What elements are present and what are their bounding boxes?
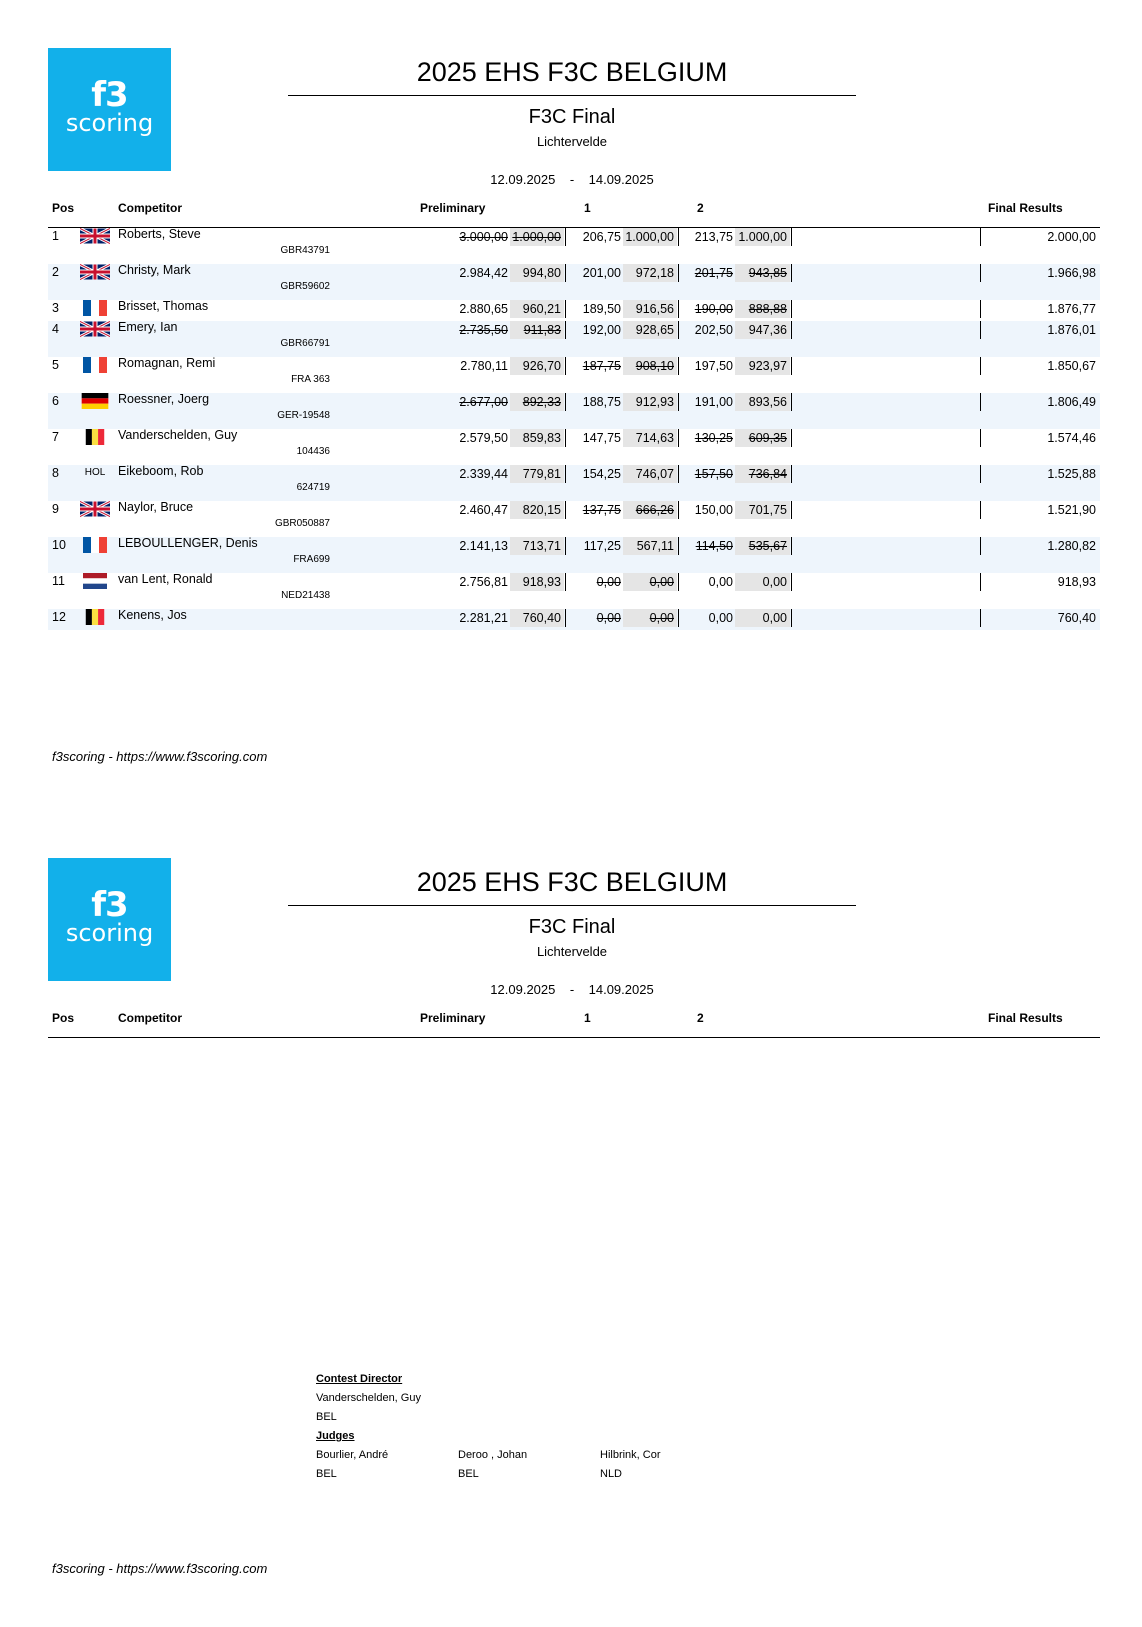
column-separator (791, 357, 792, 375)
position-value: 5 (52, 358, 59, 372)
event-dates (288, 981, 856, 999)
table-row (48, 357, 1100, 393)
license-number: FRA699 (293, 554, 330, 565)
competitor-name: Roberts, Steve (118, 227, 201, 241)
table-row (48, 609, 1100, 630)
country-flag-icon (79, 536, 111, 554)
column-separator (980, 300, 981, 318)
competitor-name: Brisset, Thomas (118, 299, 209, 313)
round1-normalized-score: 567,11 (623, 537, 677, 555)
position-value: 3 (52, 301, 59, 315)
preliminary-normalized-score: 926,70 (510, 357, 564, 375)
final-result-score: 1.280,82 (1047, 539, 1096, 553)
round1-normalized-score: 908,10 (623, 357, 677, 375)
column-separator (980, 537, 981, 555)
date-separator: - (569, 172, 575, 187)
round1-normalized-score: 972,18 (623, 264, 677, 282)
column-separator (791, 264, 792, 282)
position-value: 9 (52, 502, 59, 516)
column-separator (678, 321, 679, 339)
position-value: 12 (52, 610, 66, 624)
contest-director-name: Vanderschelden, Guy (316, 1392, 421, 1404)
table-row (48, 537, 1100, 573)
column-separator (565, 537, 566, 555)
column-header-preliminary: Preliminary (420, 201, 486, 215)
round2-raw-score: 0,00 (708, 611, 733, 625)
column-separator (791, 393, 792, 411)
round1-normalized-score: 714,63 (623, 429, 677, 447)
preliminary-raw-score: 2.756,81 (459, 575, 508, 589)
column-separator (980, 609, 981, 627)
license-number: FRA 363 (291, 374, 330, 385)
table-row (48, 264, 1100, 300)
column-separator (980, 321, 981, 339)
round2-normalized-score: 609,35 (735, 429, 790, 447)
round1-normalized-score: 746,07 (623, 465, 677, 483)
preliminary-raw-score: 2.677,00 (459, 395, 508, 409)
column-separator (791, 465, 792, 483)
column-header-round-2: 2 (697, 201, 704, 215)
event-title: 2025 EHS F3C BELGIUM (416, 57, 728, 87)
round1-normalized-score: 0,00 (623, 609, 677, 627)
column-separator (678, 264, 679, 282)
competitor-name: Eikeboom, Rob (118, 464, 204, 478)
competitor-name: Roessner, Joerg (118, 392, 210, 406)
preliminary-raw-score: 2.984,42 (459, 266, 508, 280)
preliminary-normalized-score: 960,21 (510, 300, 564, 318)
column-separator (980, 393, 981, 411)
position-value: 6 (52, 394, 59, 408)
column-separator (791, 573, 792, 591)
column-separator (565, 264, 566, 282)
round2-raw-score: 197,50 (694, 359, 733, 373)
round2-raw-score: 191,00 (694, 395, 733, 409)
country-flag-icon (79, 320, 111, 338)
country-flag-icon (79, 392, 111, 410)
column-separator (565, 321, 566, 339)
round2-normalized-score: 535,67 (735, 537, 790, 555)
competitor-name: Kenens, Jos (118, 608, 187, 622)
event-dates (288, 171, 856, 189)
column-separator (980, 264, 981, 282)
header-divider (48, 1037, 1100, 1038)
column-separator (791, 501, 792, 519)
column-separator (678, 501, 679, 519)
table-row (48, 393, 1100, 429)
column-separator (678, 357, 679, 375)
final-result-score: 2.000,00 (1047, 230, 1096, 244)
preliminary-normalized-score: 994,80 (510, 264, 564, 282)
column-separator (678, 537, 679, 555)
round2-normalized-score: 736,84 (735, 465, 790, 483)
final-result-score: 1.966,98 (1047, 266, 1096, 280)
judge-country: NLD (600, 1468, 623, 1480)
table-row (48, 501, 1100, 537)
preliminary-raw-score: 2.339,44 (459, 467, 508, 481)
judge-country: BEL (458, 1468, 479, 1480)
preliminary-normalized-score: 911,83 (510, 321, 564, 339)
column-separator (565, 609, 566, 627)
country-flag-icon (79, 572, 111, 590)
license-number: GER-19548 (277, 410, 330, 421)
table-row (48, 573, 1100, 609)
position-value: 4 (52, 322, 59, 336)
column-header-round-1: 1 (584, 201, 591, 215)
preliminary-normalized-score: 918,93 (510, 573, 564, 591)
preliminary-raw-score: 2.780,11 (460, 359, 508, 373)
final-result-score: 1.574,46 (1047, 431, 1096, 445)
column-header-round-1: 1 (584, 1011, 591, 1025)
round2-normalized-score: 1.000,00 (735, 228, 790, 246)
position-value: 10 (52, 538, 66, 552)
contest-director-heading: Contest Director (316, 1373, 403, 1385)
round1-normalized-score: 916,56 (623, 300, 677, 318)
round1-normalized-score: 1.000,00 (623, 228, 677, 246)
column-separator (791, 228, 792, 246)
country-flag-icon (79, 356, 111, 374)
round1-raw-score: 147,75 (582, 431, 621, 445)
column-separator (678, 228, 679, 246)
column-separator (791, 300, 792, 318)
column-separator (565, 465, 566, 483)
license-number: GBR43791 (280, 245, 330, 256)
final-result-score: 1.876,01 (1047, 323, 1096, 337)
final-result-score: 1.521,90 (1047, 503, 1096, 517)
column-separator (980, 357, 981, 375)
country-flag-icon (79, 428, 111, 446)
preliminary-normalized-score: 859,83 (510, 429, 564, 447)
column-separator (678, 300, 679, 318)
column-separator (565, 228, 566, 246)
date-separator: - (569, 982, 575, 997)
competitor-name: Vanderschelden, Guy (118, 428, 238, 442)
table-row (48, 321, 1100, 357)
results-page-2 (0, 810, 1142, 1627)
preliminary-normalized-score: 1.000,00 (510, 228, 564, 246)
date-to: 14.09.2025 (588, 982, 654, 997)
preliminary-raw-score: 2.735,50 (459, 323, 508, 337)
round2-raw-score: 130,25 (694, 431, 733, 445)
date-from: 12.09.2025 (490, 172, 556, 187)
country-flag-icon (79, 299, 111, 317)
competitor-name: Emery, Ian (118, 320, 178, 334)
preliminary-normalized-score: 892,33 (510, 393, 564, 411)
column-header-competitor: Competitor (118, 1011, 182, 1025)
competitor-name: Romagnan, Remi (118, 356, 216, 370)
title-divider (288, 905, 856, 906)
round2-normalized-score: 923,97 (735, 357, 790, 375)
final-result-score: 1.806,49 (1047, 395, 1096, 409)
column-separator (565, 393, 566, 411)
final-result-score: 760,40 (1057, 611, 1096, 625)
logo-text-f3: f3 (91, 75, 128, 115)
event-location: Lichtervelde (536, 944, 608, 959)
column-separator (565, 429, 566, 447)
column-separator (791, 537, 792, 555)
round1-raw-score: 188,75 (582, 395, 621, 409)
judge-name: Hilbrink, Cor (600, 1449, 661, 1461)
table-row (48, 429, 1100, 465)
class-subtitle: F3C Final (528, 106, 616, 128)
column-separator (980, 429, 981, 447)
column-separator (565, 300, 566, 318)
event-title: 2025 EHS F3C BELGIUM (416, 867, 728, 897)
column-separator (980, 465, 981, 483)
round2-normalized-score: 893,56 (735, 393, 790, 411)
round2-normalized-score: 701,75 (735, 501, 790, 519)
country-flag-icon: HOL (84, 467, 106, 478)
license-number: NED21438 (281, 590, 330, 601)
column-header-pos: Pos (52, 201, 75, 215)
competitor-name: Christy, Mark (118, 263, 191, 277)
round1-raw-score: 137,75 (582, 503, 621, 517)
column-separator (980, 501, 981, 519)
preliminary-raw-score: 2.579,50 (459, 431, 508, 445)
column-header-round-2: 2 (697, 1011, 704, 1025)
round1-normalized-score: 928,65 (623, 321, 677, 339)
preliminary-raw-score: 3.000,00 (459, 230, 508, 244)
license-number: 624719 (296, 482, 330, 493)
judge-name: Deroo , Johan (458, 1449, 528, 1461)
competitor-name: van Lent, Ronald (118, 572, 213, 586)
round1-raw-score: 192,00 (582, 323, 621, 337)
judges-heading: Judges (316, 1430, 355, 1442)
license-number: GBR66791 (280, 338, 330, 349)
column-separator (678, 573, 679, 591)
footer-link[interactable]: f3scoring - https://www.f3scoring.com (52, 749, 268, 764)
column-separator (678, 429, 679, 447)
round2-raw-score: 213,75 (694, 230, 733, 244)
contest-director-country: BEL (316, 1411, 337, 1423)
column-header-final-results: Final Results (988, 1011, 1063, 1025)
preliminary-raw-score: 2.141,13 (459, 539, 508, 553)
logo-text-f3: f3 (91, 885, 128, 925)
position-value: 7 (52, 430, 59, 444)
position-value: 2 (52, 265, 59, 279)
round1-raw-score: 206,75 (582, 230, 621, 244)
column-separator (980, 573, 981, 591)
column-header-pos: Pos (52, 1011, 75, 1025)
final-result-score: 1.525,88 (1047, 467, 1096, 481)
table-row (48, 228, 1100, 264)
column-separator (565, 501, 566, 519)
position-value: 11 (52, 574, 65, 588)
title-divider (288, 95, 856, 96)
class-subtitle: F3C Final (528, 916, 616, 938)
column-separator (791, 429, 792, 447)
judge-name: Bourlier, André (316, 1449, 389, 1461)
column-header-preliminary: Preliminary (420, 1011, 486, 1025)
license-number: GBR59602 (280, 281, 330, 292)
footer-link[interactable]: f3scoring - https://www.f3scoring.com (52, 1561, 268, 1576)
column-separator (791, 609, 792, 627)
column-header-competitor: Competitor (118, 201, 182, 215)
column-header-final-results: Final Results (988, 201, 1063, 215)
round2-normalized-score: 947,36 (735, 321, 790, 339)
column-separator (565, 573, 566, 591)
column-separator (980, 228, 981, 246)
table-row (48, 465, 1100, 501)
preliminary-normalized-score: 760,40 (510, 609, 564, 627)
round2-normalized-score: 0,00 (735, 573, 790, 591)
position-value: 1 (52, 229, 59, 243)
round1-raw-score: 117,25 (583, 539, 621, 553)
round1-normalized-score: 0,00 (623, 573, 677, 591)
f3scoring-logo (48, 858, 171, 981)
column-separator (565, 357, 566, 375)
round2-raw-score: 150,00 (694, 503, 733, 517)
column-separator (678, 393, 679, 411)
column-separator (791, 321, 792, 339)
round2-raw-score: 157,50 (694, 467, 733, 481)
country-flag-icon (79, 500, 111, 518)
judge-country: BEL (316, 1468, 337, 1480)
round1-raw-score: 187,75 (582, 359, 621, 373)
date-to: 14.09.2025 (588, 172, 654, 187)
round1-raw-score: 189,50 (582, 302, 621, 316)
preliminary-raw-score: 2.880,65 (459, 302, 508, 316)
final-result-score: 918,93 (1057, 575, 1096, 589)
final-result-score: 1.850,67 (1047, 359, 1096, 373)
round1-raw-score: 154,25 (582, 467, 621, 481)
license-number: 104436 (296, 446, 330, 457)
round1-raw-score: 0,00 (596, 575, 621, 589)
country-flag-icon (79, 263, 111, 281)
f3scoring-logo (48, 48, 171, 171)
competitor-name: Naylor, Bruce (118, 500, 194, 514)
column-separator (678, 609, 679, 627)
table-row (48, 300, 1100, 321)
round2-normalized-score: 0,00 (735, 609, 790, 627)
results-page-1 (0, 0, 1142, 800)
preliminary-raw-score: 2.281,21 (459, 611, 508, 625)
logo-text-scoring: scoring (65, 109, 154, 137)
round1-normalized-score: 666,26 (623, 501, 677, 519)
logo-text-scoring: scoring (65, 919, 154, 947)
final-result-score: 1.876,77 (1047, 302, 1096, 316)
country-flag-icon (79, 608, 111, 626)
column-separator (678, 465, 679, 483)
round1-raw-score: 201,00 (582, 266, 621, 280)
round2-raw-score: 190,00 (694, 302, 733, 316)
round2-normalized-score: 943,85 (735, 264, 790, 282)
round2-raw-score: 201,75 (694, 266, 733, 280)
round2-raw-score: 114,50 (695, 539, 733, 553)
preliminary-normalized-score: 713,71 (510, 537, 564, 555)
country-flag-icon (79, 227, 111, 245)
date-from: 12.09.2025 (490, 982, 556, 997)
round2-raw-score: 202,50 (694, 323, 733, 337)
round2-raw-score: 0,00 (708, 575, 733, 589)
preliminary-normalized-score: 820,15 (510, 501, 564, 519)
round1-raw-score: 0,00 (596, 611, 621, 625)
license-number: GBR050887 (274, 518, 330, 529)
preliminary-normalized-score: 779,81 (510, 465, 564, 483)
round1-normalized-score: 912,93 (623, 393, 677, 411)
round2-normalized-score: 888,88 (735, 300, 790, 318)
preliminary-raw-score: 2.460,47 (459, 503, 508, 517)
position-value: 8 (52, 466, 59, 480)
competitor-name: LEBOULLENGER, Denis (118, 536, 258, 550)
event-location: Lichtervelde (536, 134, 608, 149)
